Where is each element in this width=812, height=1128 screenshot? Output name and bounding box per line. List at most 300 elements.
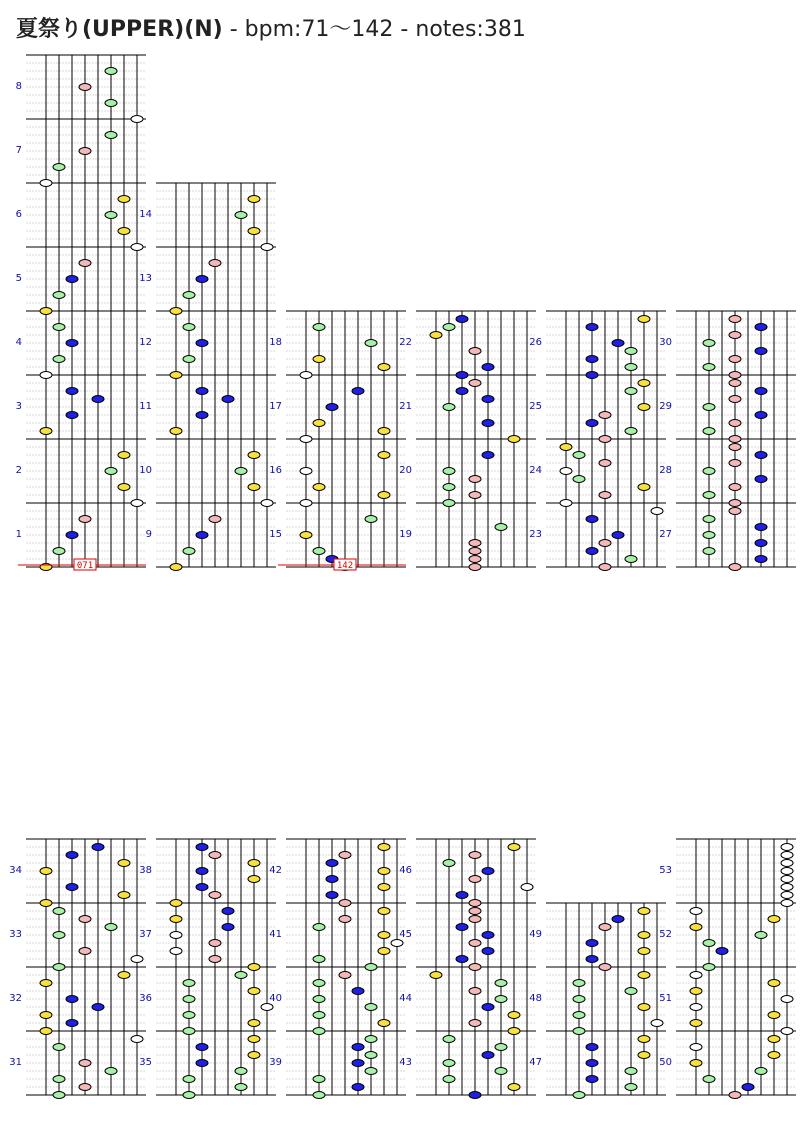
white-note [781, 868, 793, 875]
green-note [183, 1028, 195, 1035]
green-note [235, 1068, 247, 1075]
measure-number: 48 [529, 993, 542, 1004]
blue-note [456, 388, 468, 395]
blue-note [222, 924, 234, 931]
pink-note [469, 988, 481, 995]
green-note [573, 1028, 585, 1035]
green-note [105, 100, 117, 107]
blue-note [482, 1052, 494, 1059]
yellow-note [638, 1052, 650, 1059]
yellow-note [768, 916, 780, 923]
yellow-note [118, 892, 130, 899]
pink-note [469, 564, 481, 571]
blue-note [586, 420, 598, 427]
blue-note [66, 340, 78, 347]
yellow-note [40, 1028, 52, 1035]
green-note [365, 1068, 377, 1075]
white-note [131, 1036, 143, 1043]
green-note [625, 1084, 637, 1091]
yellow-note [248, 196, 260, 203]
measure-number: 38 [139, 865, 152, 876]
blue-note [755, 324, 767, 331]
pink-note [79, 1060, 91, 1067]
measure-number: 22 [399, 337, 412, 348]
blue-note [456, 956, 468, 963]
measure-number: 8 [15, 81, 22, 92]
pink-note [209, 956, 221, 963]
blue-note [196, 532, 208, 539]
measure-number: 24 [529, 465, 542, 476]
green-note [703, 340, 715, 347]
yellow-note [300, 532, 312, 539]
blue-note [326, 876, 338, 883]
green-note [625, 364, 637, 371]
green-note [703, 428, 715, 435]
yellow-note [118, 484, 130, 491]
white-note [690, 1004, 702, 1011]
yellow-note [248, 964, 260, 971]
bpm-change-label: 071 [76, 561, 94, 571]
white-note [781, 900, 793, 907]
green-note [105, 924, 117, 931]
blue-note [716, 948, 728, 955]
blue-note [196, 276, 208, 283]
measure-number: 16 [269, 465, 282, 476]
pink-note [729, 372, 741, 379]
green-note [53, 1092, 65, 1099]
green-note [235, 1084, 247, 1091]
pink-note [209, 260, 221, 267]
measure-number: 23 [529, 529, 542, 540]
measure-number: 15 [269, 529, 282, 540]
green-note [495, 980, 507, 987]
green-note [365, 1036, 377, 1043]
green-note [625, 388, 637, 395]
blue-note [482, 420, 494, 427]
white-note [560, 500, 572, 507]
blue-note [456, 372, 468, 379]
blue-note [586, 324, 598, 331]
pink-note [469, 492, 481, 499]
yellow-note [378, 844, 390, 851]
yellow-note [378, 452, 390, 459]
white-note [261, 244, 273, 251]
green-note [235, 972, 247, 979]
yellow-note [40, 428, 52, 435]
measure-number: 18 [269, 337, 282, 348]
blue-note [482, 396, 494, 403]
pink-note [469, 964, 481, 971]
green-note [443, 1060, 455, 1067]
measure-number: 41 [269, 929, 282, 940]
blue-note [612, 916, 624, 923]
blue-note [482, 364, 494, 371]
blue-note [586, 372, 598, 379]
yellow-note [768, 1036, 780, 1043]
yellow-note [170, 564, 182, 571]
blue-note [66, 852, 78, 859]
blue-note [352, 388, 364, 395]
white-note [651, 508, 663, 515]
green-note [573, 1012, 585, 1019]
green-note [625, 1068, 637, 1075]
yellow-note [638, 972, 650, 979]
blue-note [586, 1076, 598, 1083]
yellow-note [378, 364, 390, 371]
yellow-note [638, 404, 650, 411]
blue-note [755, 388, 767, 395]
yellow-note [170, 428, 182, 435]
green-note [573, 476, 585, 483]
green-note [703, 940, 715, 947]
blue-note [755, 556, 767, 563]
measure-number: 33 [9, 929, 22, 940]
pink-note [729, 420, 741, 427]
yellow-note [313, 356, 325, 363]
measure-number: 44 [399, 993, 412, 1004]
measure-number: 46 [399, 865, 412, 876]
bpm-label: bpm: [244, 17, 302, 42]
measure-number: 17 [269, 401, 282, 412]
white-note [391, 940, 403, 947]
measure-number: 4 [15, 337, 22, 348]
pink-note [729, 500, 741, 507]
pink-note [469, 852, 481, 859]
yellow-note [248, 988, 260, 995]
measure-number: 45 [399, 929, 412, 940]
blue-note [66, 276, 78, 283]
white-note [300, 372, 312, 379]
measure-number: 31 [9, 1057, 22, 1068]
pink-note [339, 900, 351, 907]
measure-number: 26 [529, 337, 542, 348]
blue-note [326, 860, 338, 867]
yellow-note [378, 884, 390, 891]
green-note [703, 964, 715, 971]
white-note [781, 884, 793, 891]
pink-note [599, 436, 611, 443]
green-note [183, 996, 195, 1003]
measure-number: 36 [139, 993, 152, 1004]
measure-number: 7 [15, 145, 22, 156]
pink-note [729, 1092, 741, 1099]
pink-note [469, 548, 481, 555]
yellow-note [690, 1020, 702, 1027]
measure-number: 37 [139, 929, 152, 940]
green-note [495, 996, 507, 1003]
measure-number: 53 [659, 865, 672, 876]
green-note [443, 500, 455, 507]
yellow-note [40, 868, 52, 875]
white-note [170, 932, 182, 939]
measure-number: 19 [399, 529, 412, 540]
measure-number: 5 [15, 273, 22, 284]
yellow-note [378, 932, 390, 939]
yellow-note [690, 1060, 702, 1067]
green-note [573, 452, 585, 459]
yellow-note [508, 1012, 520, 1019]
pink-note [469, 348, 481, 355]
measure-number: 27 [659, 529, 672, 540]
yellow-note [638, 908, 650, 915]
blue-note [755, 452, 767, 459]
green-note [313, 924, 325, 931]
song-title: 夏祭り(UPPER)(N) [16, 17, 223, 42]
blue-note [196, 844, 208, 851]
green-note [625, 348, 637, 355]
yellow-note [430, 972, 442, 979]
green-note [313, 1092, 325, 1099]
green-note [105, 68, 117, 75]
pink-note [729, 380, 741, 387]
blue-note [586, 548, 598, 555]
yellow-note [638, 1036, 650, 1043]
green-note [365, 1052, 377, 1059]
yellow-note [508, 1028, 520, 1035]
green-note [443, 468, 455, 475]
measure-number: 49 [529, 929, 542, 940]
white-note [560, 468, 572, 475]
yellow-note [248, 228, 260, 235]
bpm-change-label: 142 [336, 561, 354, 571]
blue-note [196, 388, 208, 395]
title-separator: - [222, 17, 245, 42]
white-note [781, 844, 793, 851]
green-note [495, 524, 507, 531]
green-note [183, 356, 195, 363]
blue-note [482, 452, 494, 459]
blue-note [326, 404, 338, 411]
blue-note [482, 868, 494, 875]
green-note [313, 1076, 325, 1083]
green-note [443, 1076, 455, 1083]
yellow-note [638, 380, 650, 387]
yellow-note [768, 980, 780, 987]
white-note [300, 436, 312, 443]
green-note [703, 532, 715, 539]
yellow-note [508, 436, 520, 443]
pink-note [79, 1084, 91, 1091]
blue-note [755, 412, 767, 419]
blue-note [196, 884, 208, 891]
pink-note [729, 460, 741, 467]
blue-note [196, 340, 208, 347]
green-note [105, 212, 117, 219]
white-note [131, 116, 143, 123]
white-note [690, 972, 702, 979]
blue-note [482, 948, 494, 955]
green-note [625, 428, 637, 435]
white-note [170, 948, 182, 955]
green-note [625, 556, 637, 563]
yellow-note [40, 900, 52, 907]
measure-number: 43 [399, 1057, 412, 1068]
pink-note [729, 356, 741, 363]
yellow-note [378, 948, 390, 955]
green-note [703, 404, 715, 411]
white-note [300, 500, 312, 507]
blue-note [586, 956, 598, 963]
green-note [443, 404, 455, 411]
blue-note [755, 476, 767, 483]
blue-note [755, 540, 767, 547]
yellow-note [638, 932, 650, 939]
blue-note [456, 892, 468, 899]
measure-number: 14 [139, 209, 152, 220]
pink-note [729, 396, 741, 403]
white-note [781, 852, 793, 859]
yellow-note [118, 452, 130, 459]
green-note [235, 212, 247, 219]
yellow-note [248, 1052, 260, 1059]
green-note [703, 548, 715, 555]
green-note [443, 860, 455, 867]
yellow-note [170, 372, 182, 379]
measure-number: 3 [15, 401, 22, 412]
yellow-note [378, 868, 390, 875]
measure-number: 20 [399, 465, 412, 476]
white-note [781, 892, 793, 899]
blue-note [469, 1092, 481, 1099]
green-note [443, 484, 455, 491]
blue-note [456, 924, 468, 931]
yellow-note [40, 980, 52, 987]
measure-number: 25 [529, 401, 542, 412]
blue-note [586, 1060, 598, 1067]
pink-note [599, 412, 611, 419]
yellow-note [40, 1012, 52, 1019]
green-note [755, 1068, 767, 1075]
blue-note [352, 1044, 364, 1051]
pink-note [469, 876, 481, 883]
green-note [703, 1076, 715, 1083]
measure-number: 28 [659, 465, 672, 476]
measure-number: 6 [15, 209, 22, 220]
measure-number: 11 [139, 401, 152, 412]
green-note [495, 1068, 507, 1075]
pink-note [209, 852, 221, 859]
blue-note [586, 356, 598, 363]
yellow-note [248, 876, 260, 883]
white-note [781, 860, 793, 867]
green-note [53, 164, 65, 171]
blue-note [66, 532, 78, 539]
pink-note [599, 540, 611, 547]
green-note [443, 324, 455, 331]
green-note [313, 1012, 325, 1019]
yellow-note [118, 860, 130, 867]
pink-note [209, 940, 221, 947]
measure-number: 21 [399, 401, 412, 412]
pink-note [469, 908, 481, 915]
bpm-range: 71〜142 [301, 17, 394, 42]
measure-number: 12 [139, 337, 152, 348]
blue-note [222, 396, 234, 403]
blue-note [196, 868, 208, 875]
pink-note [729, 436, 741, 443]
green-note [313, 956, 325, 963]
pink-note [79, 148, 91, 155]
pink-note [79, 84, 91, 91]
blue-note [352, 1084, 364, 1091]
blue-note [612, 340, 624, 347]
green-note [703, 468, 715, 475]
yellow-note [768, 1052, 780, 1059]
green-note [365, 1004, 377, 1011]
green-note [365, 964, 377, 971]
yellow-note [378, 1020, 390, 1027]
white-note [40, 180, 52, 187]
measure-number: 39 [269, 1057, 282, 1068]
white-note [651, 1020, 663, 1027]
green-note [365, 516, 377, 523]
white-note [690, 908, 702, 915]
yellow-note [313, 420, 325, 427]
green-note [573, 980, 585, 987]
pink-note [339, 972, 351, 979]
green-note [703, 364, 715, 371]
blue-note [196, 1060, 208, 1067]
yellow-note [248, 860, 260, 867]
blue-note [482, 932, 494, 939]
blue-note [92, 396, 104, 403]
white-note [781, 996, 793, 1003]
measure-number: 30 [659, 337, 672, 348]
pink-note [209, 892, 221, 899]
measure-number: 40 [269, 993, 282, 1004]
white-note [131, 956, 143, 963]
pink-note [599, 460, 611, 467]
pink-note [729, 316, 741, 323]
blue-note [92, 844, 104, 851]
yellow-note [430, 332, 442, 339]
measure-number: 47 [529, 1057, 542, 1068]
pink-note [79, 260, 91, 267]
yellow-note [40, 308, 52, 315]
pink-note [339, 852, 351, 859]
green-note [183, 980, 195, 987]
blue-note [66, 1020, 78, 1027]
pink-note [599, 964, 611, 971]
yellow-note [170, 900, 182, 907]
white-note [261, 1004, 273, 1011]
yellow-note [768, 1012, 780, 1019]
measure-number: 9 [145, 529, 152, 540]
notes-label: notes: [415, 17, 484, 42]
pink-note [469, 540, 481, 547]
yellow-note [248, 1020, 260, 1027]
yellow-note [690, 924, 702, 931]
measure-number: 32 [9, 993, 22, 1004]
green-note [313, 996, 325, 1003]
measure-number: 51 [659, 993, 672, 1004]
green-note [183, 1092, 195, 1099]
measure-number: 13 [139, 273, 152, 284]
green-note [703, 516, 715, 523]
yellow-note [508, 844, 520, 851]
blue-note [222, 908, 234, 915]
green-note [105, 132, 117, 139]
green-note [53, 932, 65, 939]
blue-note [352, 988, 364, 995]
green-note [53, 1076, 65, 1083]
green-note [183, 548, 195, 555]
blue-note [66, 388, 78, 395]
green-note [105, 468, 117, 475]
blue-note [586, 940, 598, 947]
yellow-note [378, 492, 390, 499]
title-separator: - [393, 17, 416, 42]
